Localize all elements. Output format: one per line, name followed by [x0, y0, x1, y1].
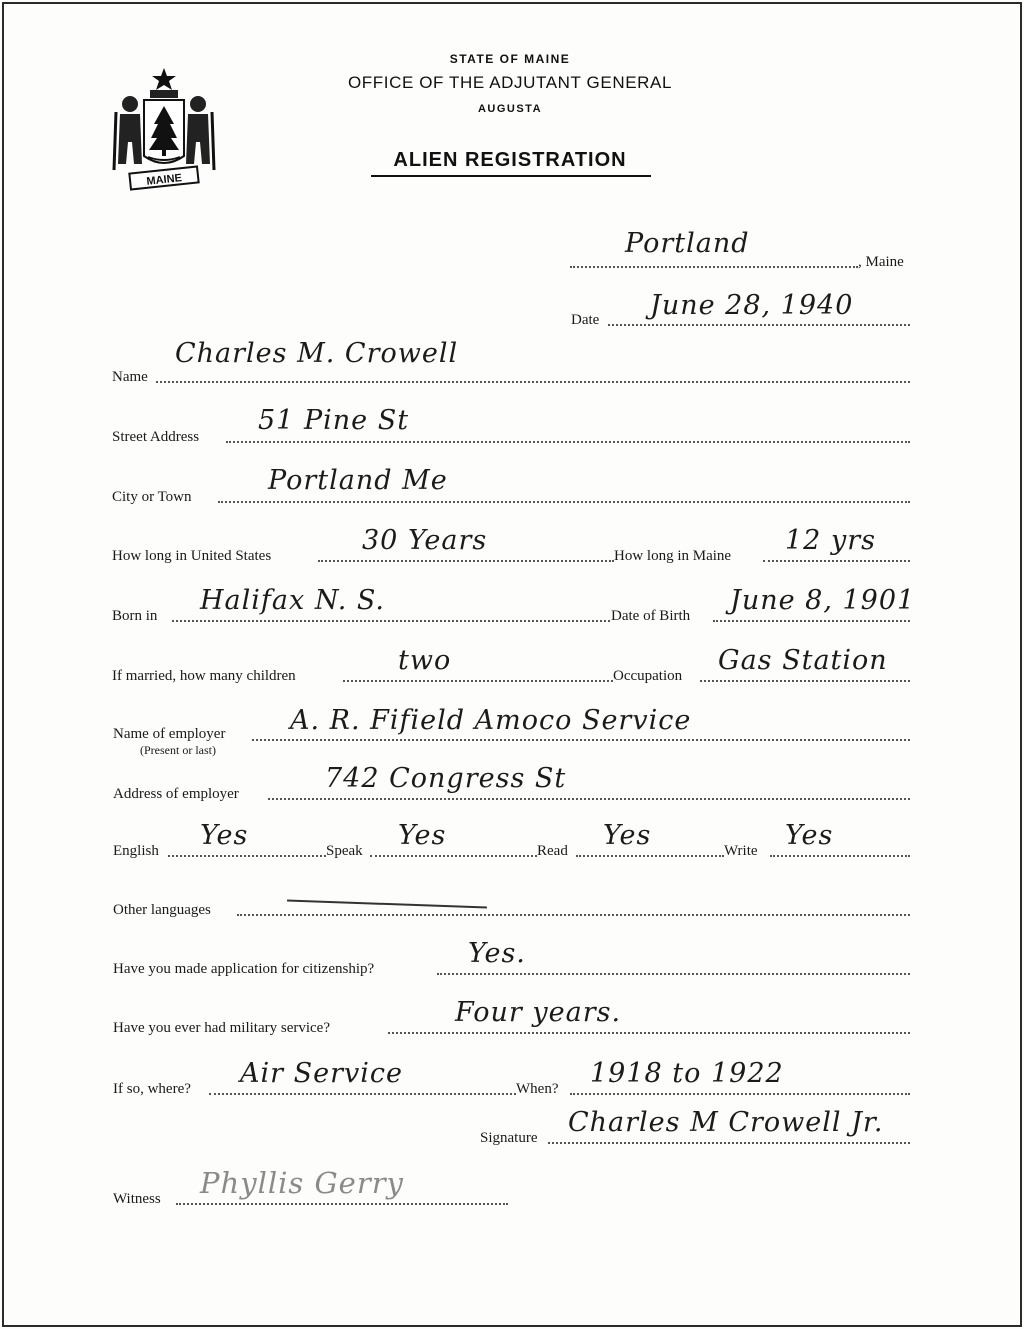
signature-label: Signature	[480, 1130, 538, 1146]
employer-note-label: (Present or last)	[140, 743, 216, 757]
header-city: AUGUSTA	[477, 103, 543, 115]
signature-line	[548, 1142, 910, 1144]
where-line	[209, 1093, 516, 1095]
date-of-birth-label: Date of Birth	[611, 608, 691, 624]
employer-name-label: Name of employer	[113, 726, 226, 742]
citizenship-label: Have you made application for citizenship?	[113, 961, 375, 977]
where-value[interactable]: Air Service	[240, 1058, 403, 1089]
speak-value[interactable]: Yes	[398, 820, 447, 851]
english-value[interactable]: Yes	[200, 820, 249, 851]
place-value[interactable]: Portland	[625, 228, 750, 259]
city-label: City or Town	[112, 489, 192, 505]
how-long-maine-label: How long in Maine	[614, 548, 732, 564]
write-value[interactable]: Yes	[785, 820, 834, 851]
read-value[interactable]: Yes	[603, 820, 652, 851]
city-line	[218, 501, 910, 503]
employer-address-value[interactable]: 742 Congress St	[325, 763, 567, 794]
when-label: When?	[516, 1081, 559, 1097]
speak-label: Speak	[326, 843, 363, 859]
born-in-value[interactable]: Halifax N. S.	[200, 585, 385, 616]
english-label: English	[113, 843, 159, 859]
name-line	[156, 381, 910, 383]
date-of-birth-line	[713, 620, 910, 622]
children-line	[343, 680, 613, 682]
employer-address-line	[268, 798, 910, 800]
military-line	[388, 1032, 910, 1034]
when-line	[570, 1093, 910, 1095]
other-languages-line	[237, 914, 910, 916]
street-address-line	[226, 441, 910, 443]
children-label: If married, how many children	[112, 668, 296, 684]
form-title: ALIEN REGISTRATION	[393, 149, 627, 171]
name-value[interactable]: Charles M. Crowell	[175, 338, 459, 369]
occupation-label: Occupation	[613, 668, 683, 684]
speak-line	[370, 855, 537, 857]
place-line	[570, 266, 858, 268]
header-office: OFFICE OF THE ADJUTANT GENERAL	[347, 73, 673, 92]
witness-line	[176, 1203, 508, 1205]
seal-label: MAINE	[145, 172, 183, 188]
state-seal-icon	[108, 64, 220, 194]
other-languages-label: Other languages	[113, 902, 211, 918]
name-label: Name	[112, 369, 148, 385]
where-label: If so, where?	[113, 1081, 191, 1097]
citizenship-value[interactable]: Yes.	[468, 938, 526, 969]
read-line	[576, 855, 724, 857]
children-value[interactable]: two	[398, 645, 452, 676]
how-long-us-value[interactable]: 30 Years	[362, 525, 488, 556]
date-label: Date	[571, 312, 600, 328]
witness-label: Witness	[113, 1191, 161, 1207]
citizenship-line	[437, 973, 910, 975]
military-label: Have you ever had military service?	[113, 1020, 330, 1036]
military-value[interactable]: Four years.	[455, 997, 622, 1028]
witness-value[interactable]: Phyllis Gerry	[200, 1166, 404, 1200]
english-line	[168, 855, 326, 857]
street-address-value[interactable]: 51 Pine St	[258, 405, 410, 436]
born-in-line	[172, 620, 610, 622]
how-long-us-line	[318, 560, 614, 562]
how-long-us-label: How long in United States	[112, 548, 272, 564]
street-address-label: Street Address	[112, 429, 200, 445]
maine-suffix-label: , Maine	[858, 254, 904, 270]
occupation-line	[700, 680, 910, 682]
signature-value[interactable]: Charles M Crowell Jr.	[568, 1107, 884, 1138]
employer-name-value[interactable]: A. R. Fifield Amoco Service	[290, 705, 692, 736]
how-long-maine-line	[763, 560, 910, 562]
title-underline	[371, 175, 651, 177]
city-value[interactable]: Portland Me	[268, 465, 448, 496]
date-value[interactable]: June 28, 1940	[650, 290, 854, 321]
when-value[interactable]: 1918 to 1922	[590, 1058, 784, 1089]
header-state: STATE OF MAINE	[449, 52, 571, 66]
write-label: Write	[724, 843, 758, 859]
date-of-birth-value[interactable]: June 8, 1901	[730, 585, 916, 616]
write-line	[770, 855, 910, 857]
date-line	[608, 324, 910, 326]
occupation-value[interactable]: Gas Station	[718, 645, 888, 676]
born-in-label: Born in	[112, 608, 158, 624]
employer-address-label: Address of employer	[113, 786, 239, 802]
employer-name-line	[252, 739, 910, 741]
read-label: Read	[537, 843, 568, 859]
how-long-maine-value[interactable]: 12 yrs	[785, 525, 876, 556]
